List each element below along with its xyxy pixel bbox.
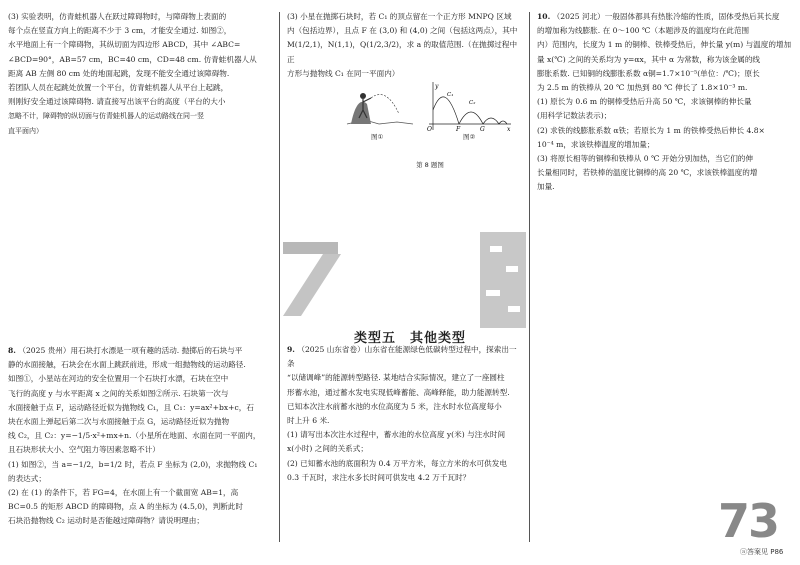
figure-caption: 第 8 题图 (416, 161, 444, 169)
text-line: (3) 实验表明，仿青蛙机器人在跃过障碍物时，与障碍物上表面的 (8, 12, 227, 21)
text-line: 的表达式； (8, 473, 46, 483)
text-line: 内）范围内，长度为 1 m 的铜棒、铁棒受热后，伸长量 y(m) 与温度的增加 (537, 40, 792, 50)
text-line: 10⁻⁴ m，求该铁棒温度的增加量； (537, 139, 655, 149)
text-line: x(小时) 之间的关系式； (287, 444, 368, 454)
text-line: (1) 如图②，当 a=−1/2，b=1/2 时，若点 F 坐标为 (2,0)，求抛物线 C₁ (8, 459, 258, 469)
parabola-c4 (499, 121, 507, 124)
text-line: 膨胀系数. 已知铜的线膨胀系数 α铜=1.7×10⁻⁵(单位：/℃)；原长 (537, 68, 760, 78)
text-line: (2) 已知蓄水池的底面积为 0.4 万平方米，每立方米的水可供发电 (287, 458, 507, 468)
decorative-block-shape (480, 232, 530, 328)
figure-2-label: 图② (463, 133, 476, 141)
text-line: 忽略不计，障碍物的纵切面与仿青蛙机器人的运动路线在同一竖 (8, 112, 204, 121)
figure-1-illustration (345, 84, 415, 132)
question-number: 8. (8, 346, 16, 355)
text-line: 直平面内） (8, 126, 43, 135)
text-line: M(1/2,1)，N(1,1)，Q(1/2,3/2)，求 a 的取值范围.（在抛掷过程中正 (287, 40, 518, 64)
text-line: 为 2.5 m 的铁棒从 20 ℃ 加热到 80 ℃ 伸长了 1.8×10⁻³ m. (537, 83, 748, 93)
text-line: (用科学记数法表示)； (537, 111, 612, 121)
y-axis-label: y (435, 83, 439, 90)
text-line: 静的水面接触，石块会在水面上跳跃前进，形成一组抛物线的运动路径. (8, 360, 246, 370)
text-line: 石块沿抛物线 C₂ 运动时是否能越过障碍物？请说明理由； (8, 516, 204, 526)
column-divider (279, 12, 280, 542)
text-line: (3) 小星在抛掷石块时，若 C₁ 的顶点留在一个正方形 MNPQ 区域 (287, 12, 512, 21)
text-line: 0.3 千瓦时，求注水多长时间可供发电 4.2 万千瓦时？ (287, 472, 471, 482)
parabola-c1 (433, 97, 459, 124)
text-line: 水平地面上有一个障碍物，其纵切面为四边形 ABCD，其中 ∠ABC= (8, 40, 241, 50)
q8-block (8, 344, 273, 529)
q7-part3 (8, 10, 273, 138)
text-line: (2) 求铁的线膨胀系数 α铁；若原长为 1 m 的铁棒受热后伸长 4.8× (537, 125, 765, 135)
q8-figures (345, 84, 515, 154)
text-line: BC=0.5 的矩形 ABCD 的障碍物，点 A 的坐标为 (4.5,0)，判断此时 (8, 502, 243, 512)
text-line: (1) 原长为 0.6 m 的铜棒受热后升高 50 ℃，求该铜棒的伸长量 (537, 97, 752, 107)
text-line: （2025 山东省卷）山东省在能源绿色低碳转型过程中，探索出一条 (287, 345, 517, 369)
text-line: 内（包括边界），且点 F 在 (3,0) 和 (4,0) 之间（包括这两点），其中 (287, 26, 518, 36)
text-line: (2) 在 (1) 的条件下，若 FG=4，在水面上有一个截面宽 AB=1，高 (8, 488, 239, 498)
figure-1-label: 图① (371, 133, 384, 141)
text-line: （2025 河北）一般固体都具有热胀冷缩的性质，固体受热后其长度 (552, 12, 780, 21)
section-title: 类型五 其他类型 (354, 331, 467, 346)
decorative-slash-shape (283, 238, 343, 318)
text-line: 量 x(℃) 之间的关系均为 y=αx，其中 α 为常数，称为该金属的线 (537, 54, 761, 64)
text-line: 线 C₂，且 C₂：y=−1/5·x²+mx+n.（小星所在地面、水面在同一平面内， (8, 431, 261, 441)
column-left (8, 10, 273, 138)
text-line: 块在水面上弹起后第二次与水面接触于点 G，运动路径近似为抛物 (8, 417, 230, 427)
text-line: 每个点在竖直方向上的距离不少于 3 cm，才能安全通过. 如图②， (8, 26, 232, 36)
text-line: 时上升 6 米. (287, 416, 330, 426)
text-line: 已知本次注水前蓄水池的水位高度为 5 米，注水时水位高度每小 (287, 401, 502, 411)
text-line: 飞行的高度 y 与水平距离 x 之间的关系如图②所示. 石块第一次与 (8, 388, 229, 398)
question-number: 9. (287, 345, 295, 354)
parabola-c2 (459, 112, 483, 124)
text-line: 加量. (537, 182, 555, 192)
point-g-label: G (480, 126, 485, 132)
answer-reference: ⓐ答案见 P86 (740, 548, 784, 556)
curve-c2-label: C₂ (469, 100, 476, 106)
text-line: (1) 请写出本次注水过程中，蓄水池的水位高度 y(米) 与注水时间 (287, 430, 506, 440)
page-number: 73 (718, 494, 779, 548)
point-f-label: F (456, 126, 461, 132)
text-line: 形蓄水池，通过蓄水发电实现低峰蓄能、高峰释能，助力能源转型. (287, 387, 510, 397)
text-line: 的增加称为线膨胀. 在 0～100 ℃（本题涉及的温度均在此范围 (537, 26, 750, 36)
x-axis-label: x (507, 126, 511, 132)
text-line: 若团队人员在起跳处放置一个平台，仿青蛙机器人从平台上起跳， (8, 83, 229, 93)
text-line: 长量相同时，若铁棒的温度比铜棒的高 20 ℃，求该铁棒温度的增 (537, 168, 758, 178)
column-right (537, 10, 793, 195)
parabola-c3 (483, 118, 499, 124)
question-number: 10. (537, 12, 551, 21)
text-line: 水面接触于点 F，运动路径近似为抛物线 C₁，且 C₁：y=ax²+bx+c，石 (8, 402, 254, 412)
curve-c1-label: C₁ (447, 92, 454, 98)
text-line: 距离 AB 左侧 80 cm 处的地面起跳，发现不能安全通过该障碍物. (8, 68, 230, 78)
q9-block (287, 343, 523, 485)
text-line: 则刚好安全通过该障碍物. 请直接写出该平台的高度（平台的大小 (8, 97, 226, 107)
text-line: 方形与抛物线 C₁ 在同一平面内） (287, 68, 400, 78)
figure-2-graph (423, 80, 513, 132)
column-middle (287, 10, 523, 81)
text-line: “以储调峰”的能源转型路径. 某地结合实际情况，建立了一座圆柱 (287, 373, 505, 383)
text-line: 且石块形状大小、空气阻力等因素忽略不计） (8, 445, 160, 455)
text-line: （2025 贵州）用石块打水漂是一项有趣的活动. 抛掷后的石块与平 (18, 346, 243, 355)
person-head-icon (360, 93, 366, 99)
text-line: ∠BCD=90°，AB=57 cm，BC=40 cm，CD=48 cm. 仿青蛙机器人从 (8, 54, 257, 64)
origin-label: O (427, 126, 432, 132)
text-line: 如图①，小星站在河边的安全位置用一个石块打水漂，石块在空中 (8, 374, 229, 384)
text-line: (3) 将原长相等的铜棒和铁棒从 0 ℃ 开始分别加热，当它们的伸 (537, 154, 753, 164)
